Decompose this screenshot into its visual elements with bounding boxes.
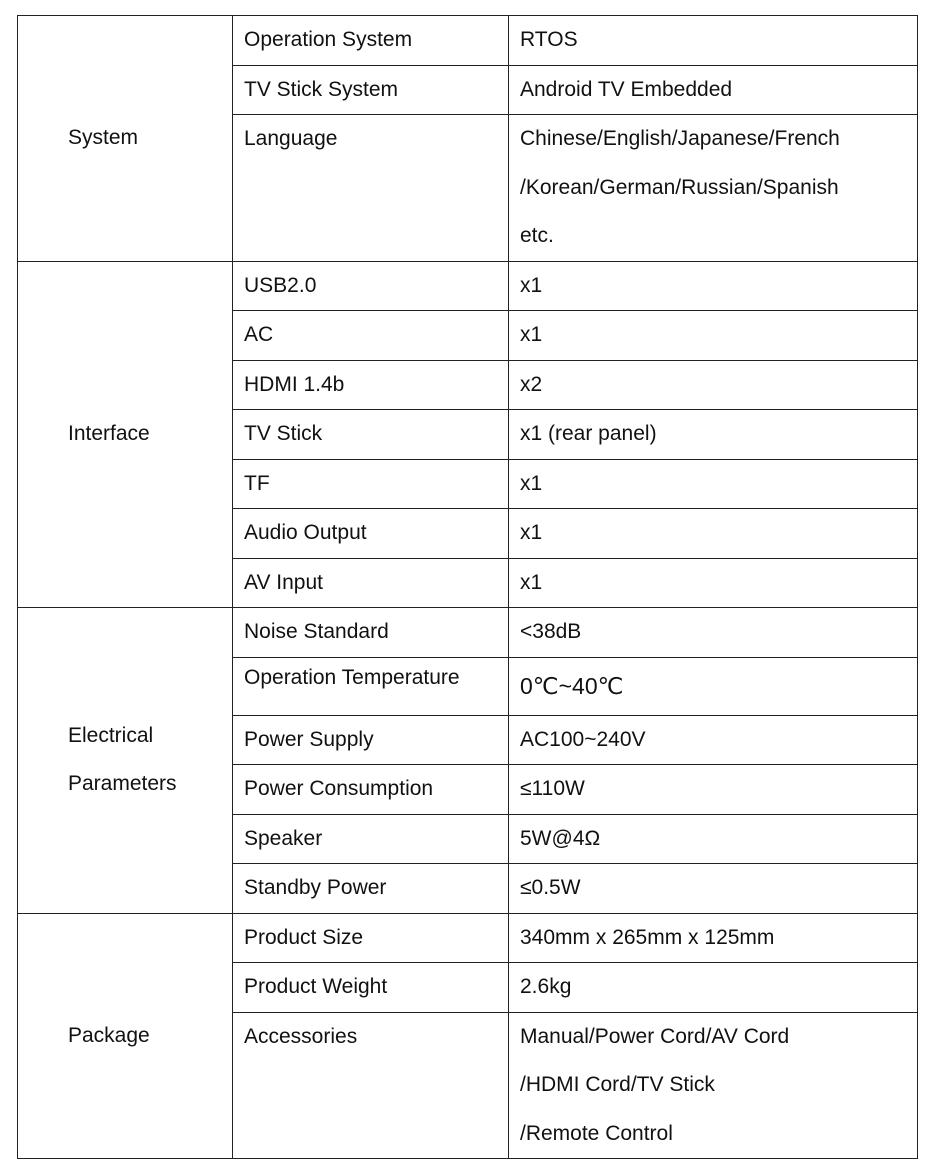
value-text: /Korean/German/Russian/Spanish (520, 175, 839, 199)
param-cell (233, 360, 509, 410)
param-cell (233, 261, 509, 311)
param-label: Power Supply (244, 727, 374, 751)
value-cell (509, 311, 918, 361)
value-cell (509, 913, 918, 963)
param-label: Noise Standard (244, 620, 389, 643)
value-cell (509, 1012, 918, 1159)
category-label: Package (68, 1023, 150, 1047)
category-label: System (68, 126, 139, 149)
param-label: Accessories (244, 1024, 358, 1048)
value-text: <38dB (520, 620, 582, 643)
param-cell (233, 115, 509, 262)
param-label: AC (244, 323, 274, 346)
value-text: 340mm x 265mm x 125mm (520, 925, 775, 949)
param-cell (233, 608, 509, 658)
spec-row (18, 261, 918, 311)
value-cell (509, 261, 918, 311)
param-cell (233, 65, 509, 115)
category-cell (18, 16, 233, 262)
param-label: USB2.0 (244, 273, 317, 297)
param-cell (233, 16, 509, 66)
param-cell (233, 1012, 509, 1159)
value-text: 0℃~40℃ (520, 672, 624, 699)
value-cell (509, 115, 918, 262)
param-cell (233, 509, 509, 559)
param-cell (233, 963, 509, 1013)
value-text: Chinese/English/Japanese/French (520, 127, 840, 150)
value-cell (509, 459, 918, 509)
param-label: AV Input (244, 570, 323, 594)
value-text: 5W@4Ω (520, 826, 601, 850)
param-cell (233, 814, 509, 864)
param-label: Speaker (244, 826, 323, 850)
value-text: x1 (520, 570, 543, 594)
param-cell (233, 558, 509, 608)
value-cell (509, 509, 918, 559)
param-label: Operation System (244, 28, 413, 51)
category-cell (18, 608, 233, 914)
param-label: HDMI 1.4b (244, 372, 345, 396)
value-text: 2.6kg (520, 975, 572, 998)
value-text: ≤0.5W (520, 876, 581, 899)
spec-table-body (18, 16, 918, 1159)
param-label: Product Weight (244, 975, 388, 998)
value-text: Manual/Power Cord/AV Cord (520, 1024, 790, 1048)
value-cell (509, 16, 918, 66)
value-text: x1 (520, 521, 543, 544)
value-cell (509, 963, 918, 1013)
value-cell (509, 864, 918, 914)
value-text: AC100~240V (520, 727, 646, 751)
value-cell (509, 558, 918, 608)
value-cell (509, 65, 918, 115)
spec-row (18, 608, 918, 658)
spec-table (17, 15, 918, 1159)
param-cell (233, 913, 509, 963)
category-cell (18, 261, 233, 608)
param-label: TV Stick (244, 422, 323, 445)
category-label-line: Parameters (68, 772, 177, 796)
value-text: x1 (520, 323, 543, 346)
param-label: Standby Power (244, 876, 387, 899)
param-label: Product Size (244, 925, 364, 949)
value-text: Android TV Embedded (520, 77, 733, 101)
param-cell (233, 864, 509, 914)
category-cell (18, 913, 233, 1159)
spec-row (18, 16, 918, 66)
param-cell (233, 657, 509, 715)
spec-row (18, 913, 918, 963)
param-label: Language (244, 127, 338, 150)
param-label: Operation Temperature (244, 665, 460, 689)
category-label: Interface (68, 422, 150, 445)
value-cell (509, 360, 918, 410)
value-cell (509, 410, 918, 460)
value-text: x2 (520, 372, 543, 396)
value-cell (509, 657, 918, 715)
value-text: x1 (520, 273, 543, 297)
param-label: TV Stick System (244, 77, 399, 101)
value-cell (509, 715, 918, 765)
value-text: /HDMI Cord/TV Stick (520, 1073, 715, 1096)
value-text: RTOS (520, 28, 578, 51)
param-label: TF (244, 471, 270, 495)
param-cell (233, 765, 509, 815)
param-label: Power Consumption (244, 777, 434, 800)
param-label: Audio Output (244, 521, 367, 544)
param-cell (233, 715, 509, 765)
param-cell (233, 410, 509, 460)
value-text: x1 (rear panel) (520, 422, 657, 445)
value-cell (509, 608, 918, 658)
value-cell (509, 765, 918, 815)
value-text: ≤110W (520, 777, 585, 800)
value-text: x1 (520, 471, 543, 495)
value-text: etc. (520, 224, 554, 247)
param-cell (233, 311, 509, 361)
category-label-line: Electrical (68, 723, 154, 747)
param-cell (233, 459, 509, 509)
value-cell (509, 814, 918, 864)
value-text: /Remote Control (520, 1121, 673, 1145)
